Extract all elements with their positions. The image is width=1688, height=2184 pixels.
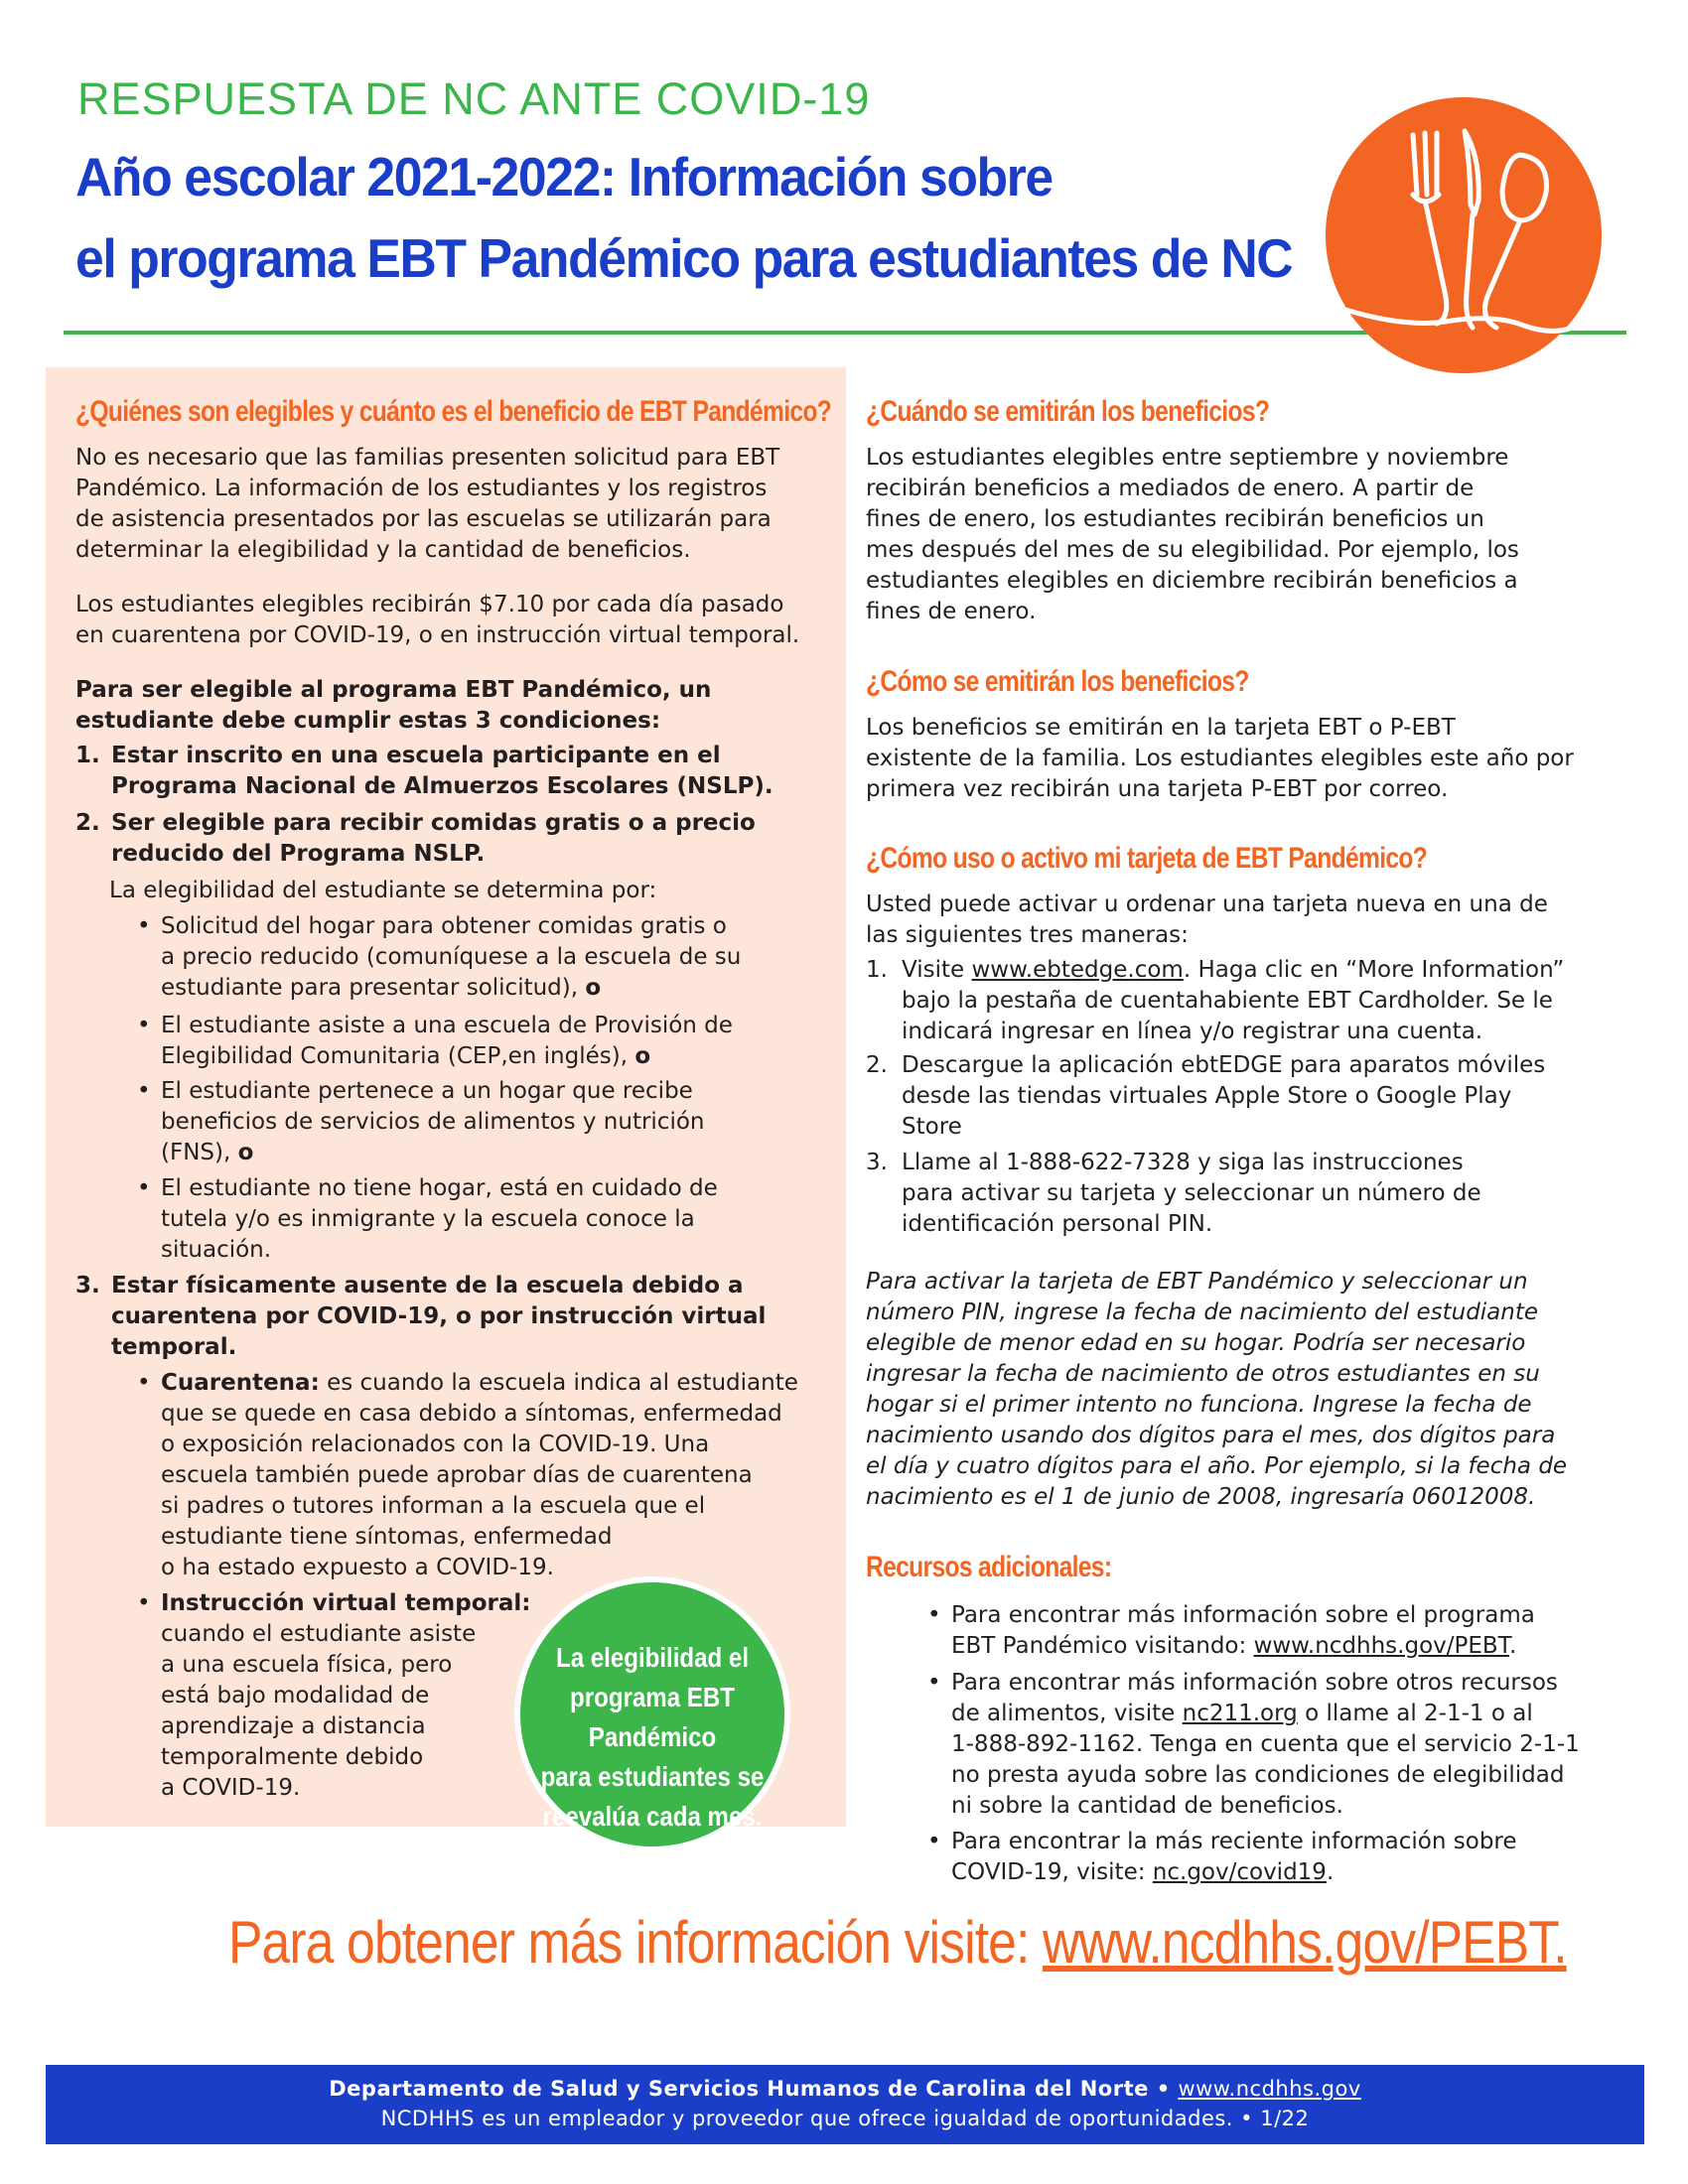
virtual-label: Instrucción virtual temporal: <box>161 1590 531 1616</box>
pin-line: el día y cuatro dígitos para el año. Por ejemplo, si la fecha de <box>866 1453 1568 1479</box>
badge-line: para estudiantes se <box>540 1761 765 1792</box>
when-line: fines de enero, los estudiantes recibirán beneficios un <box>866 506 1484 532</box>
virtual-line: a COVID-19. <box>161 1775 301 1801</box>
step-3 <box>866 1148 1640 1240</box>
condition-line: Estar inscrito en una escuela participante en el <box>111 743 721 768</box>
resource-line: ni sobre la cantidad de beneficios. <box>951 1793 1343 1819</box>
use-heading: ¿Cómo uso o activo mi tarjeta de EBT Pandémico? <box>866 842 1428 875</box>
bullet-icon: • <box>137 1175 151 1201</box>
quarantine-line: escuela también puede aprobar días de cuarentena <box>161 1462 753 1488</box>
condition-line: Ser elegible para recibir comidas gratis o a precio <box>111 810 756 836</box>
bullet-line: El estudiante no tiene hogar, está en cuidado de <box>161 1175 718 1201</box>
when-line: estudiantes elegibles en diciembre recibirán beneficios a <box>866 568 1518 594</box>
how-heading: ¿Cómo se emitirán los beneficios? <box>866 665 1249 698</box>
when-line: mes después del mes de su elegibilidad. Por ejemplo, los <box>866 537 1519 563</box>
or-word: o <box>237 1140 254 1165</box>
how-line: existente de la familia. Los estudiantes elegibles este año por <box>866 746 1574 771</box>
pin-line: nacimiento usando dos dígitos para el mes, dos dígitos para <box>866 1423 1556 1448</box>
condition-line: temporal. <box>111 1334 237 1360</box>
intro-line: determinar la elegibilidad y la cantidad de beneficios. <box>75 537 691 563</box>
how-paragraph <box>866 713 1574 805</box>
intro-paragraph <box>75 443 830 566</box>
resource-3 <box>927 1827 1642 1888</box>
condition-line: cuarentena por COVID-19, o por instrucción virtual <box>111 1303 767 1329</box>
bullet-icon: • <box>927 1670 941 1696</box>
bullet-icon: • <box>137 1078 151 1104</box>
or-word: o <box>585 975 602 1001</box>
page-title-line-1: Año escolar 2021-2022: Información sobre <box>75 146 1053 207</box>
virtual-line: aprendizaje a distancia <box>161 1713 426 1739</box>
step-number: 1. <box>866 957 888 983</box>
use-intro-line: Usted puede activar u ordenar una tarjeta nueva en una de <box>866 891 1548 917</box>
footer-separator: • <box>1240 2107 1254 2130</box>
monthly-reevaluation-badge <box>514 1576 790 1852</box>
bullet-line: tutela y/o es inmigrante y la escuela conoce la <box>161 1206 695 1232</box>
bullet-icon: • <box>137 1590 151 1616</box>
intro-line: No es necesario que las familias presenten solicitud para EBT <box>75 445 780 471</box>
step-2 <box>866 1050 1640 1143</box>
conditions-intro <box>75 675 711 737</box>
bullet-line: Solicitud del hogar para obtener comidas gratis o <box>161 913 727 939</box>
step-line: indicará ingresar en línea y/o registrar una cuenta. <box>902 1019 1483 1044</box>
pin-line: elegible de menor edad en su hogar. Podría ser necesario <box>866 1330 1526 1356</box>
resource-post: . <box>1509 1633 1517 1659</box>
resource-pre: de alimentos, visite <box>951 1701 1183 1726</box>
virtual-line: temporalmente debido <box>161 1744 424 1770</box>
virtual-line: a una escuela física, pero <box>161 1652 453 1678</box>
step-1 <box>866 955 1640 1047</box>
step-1-pre: Visite <box>902 957 972 983</box>
footer-dept: Departamento de Salud y Servicios Humanos de Carolina del Norte <box>329 2077 1149 2101</box>
bullet-line: beneficios de servicios de alimentos y nutrición <box>161 1109 705 1135</box>
cond2-bullet-2 <box>137 1011 832 1072</box>
condition-2-subtitle: La elegibilidad del estudiante se determina por: <box>109 878 657 903</box>
bullet-icon: • <box>137 1370 151 1396</box>
footer-cta-text: Para obtener más información visite: <box>228 1909 1043 1976</box>
resource-2 <box>927 1668 1642 1822</box>
resource-line: 1-888-892-1162. Tenga en cuenta que el servicio 2-1-1 <box>951 1731 1580 1757</box>
use-intro-line: las siguientes tres maneras: <box>866 922 1189 948</box>
pin-line: número PIN, ingrese la fecha de nacimiento del estudiante <box>866 1299 1539 1325</box>
bullet-line: Elegibilidad Comunitaria (CEP,en inglés), <box>161 1043 635 1069</box>
fork-knife-spoon-icon <box>1326 97 1602 373</box>
benefit-line: Los estudiantes elegibles recibirán $7.10 por cada día pasado <box>75 592 784 617</box>
step-line: identificación personal PIN. <box>902 1211 1213 1237</box>
resources-heading: Recursos adicionales: <box>866 1551 1112 1583</box>
pin-paragraph <box>866 1267 1567 1513</box>
when-paragraph <box>866 443 1519 627</box>
condition-3 <box>75 1271 830 1363</box>
bullet-icon: • <box>137 913 151 939</box>
conditions-intro-line: estudiante debe cumplir estas 3 condiciones: <box>75 708 661 734</box>
badge-line: La elegibilidad el <box>555 1642 750 1673</box>
quarantine-label: Cuarentena: <box>161 1370 320 1396</box>
footer-separator: • <box>1156 2077 1171 2101</box>
condition-number: 1. <box>75 743 100 768</box>
bullet-line: a precio reducido (comuníquese a la escuela de su <box>161 944 742 970</box>
pin-line: Para activar la tarjeta de EBT Pandémico y seleccionar un <box>866 1269 1528 1295</box>
footer-equal: NCDHHS es un empleador y proveedor que ofrece igualdad de oportunidades. <box>380 2107 1233 2130</box>
pin-line: ingresar la fecha de nacimiento de otros estudiantes en su <box>866 1361 1540 1387</box>
condition-2 <box>75 808 830 870</box>
when-line: Los estudiantes elegibles entre septiembre y noviembre <box>866 445 1509 471</box>
step-line: para activar su tarjeta y seleccionar un número de <box>902 1180 1481 1206</box>
virtual-line: cuando el estudiante asiste <box>161 1621 477 1647</box>
bullet-line: estudiante para presentar solicitud), <box>161 975 586 1001</box>
resource-post: . <box>1326 1859 1335 1885</box>
quarantine-line: o ha estado expuesto a COVID-19. <box>161 1555 554 1580</box>
cond2-bullet-1 <box>137 911 832 1004</box>
resource-pre: EBT Pandémico visitando: <box>951 1633 1254 1659</box>
benefit-line: en cuarentena por COVID-19, o en instrucción virtual temporal. <box>75 622 800 648</box>
step-number: 2. <box>866 1052 888 1078</box>
intro-line: Pandémico. La información de los estudiantes y los registros <box>75 476 768 501</box>
page-title-line-2: el programa EBT Pandémico para estudiantes de NC <box>75 227 1293 289</box>
badge-line: reevalúa cada mes. <box>542 1801 763 1832</box>
cond2-bullet-4 <box>137 1173 832 1266</box>
nc211-link[interactable]: nc211.org <box>1182 1701 1298 1726</box>
use-intro <box>866 889 1548 951</box>
condition-line: Programa Nacional de Almuerzos Escolares (NSLP). <box>111 773 774 799</box>
quarantine-first-line: es cuando la escuela indica al estudiante <box>319 1370 798 1396</box>
footer-dept-line <box>46 2077 1644 2101</box>
bullet-icon: • <box>927 1829 941 1854</box>
quarantine-bullet <box>137 1368 842 1583</box>
quarantine-line: que se quede en casa debido a síntomas, enfermedad <box>161 1401 782 1427</box>
or-word: o <box>634 1043 651 1069</box>
condition-line: reducido del Programa NSLP. <box>111 841 486 867</box>
condition-1 <box>75 741 830 802</box>
resource-post: o llame al 2-1-1 o al <box>1297 1701 1533 1726</box>
virtual-bullet <box>137 1588 534 1804</box>
intro-line: de asistencia presentados por las escuelas se utilizarán para <box>75 506 772 532</box>
ebtedge-link[interactable]: www.ebtedge.com <box>971 957 1184 983</box>
quarantine-line: o exposición relacionados con la COVID-19. Una <box>161 1432 710 1457</box>
how-line: primera vez recibirán una tarjeta P-EBT por correo. <box>866 776 1449 802</box>
footer-date: 1/22 <box>1260 2107 1310 2130</box>
bullet-line: situación. <box>161 1237 272 1263</box>
resource-line: Para encontrar más información sobre otros recursos <box>951 1670 1558 1696</box>
resource-pre: COVID-19, visite: <box>951 1859 1153 1885</box>
condition-line: Estar físicamente ausente de la escuela debido a <box>111 1273 744 1298</box>
quarantine-line: estudiante tiene síntomas, enfermedad <box>161 1524 613 1550</box>
step-line: Descargue la aplicación ebtEDGE para aparatos móviles <box>902 1052 1546 1078</box>
resource-line: Para encontrar la más reciente información sobre <box>951 1829 1517 1854</box>
step-line: desde las tiendas virtuales Apple Store o Google Play <box>902 1083 1512 1109</box>
when-heading: ¿Cuándo se emitirán los beneficios? <box>866 395 1270 428</box>
bullet-icon: • <box>137 1013 151 1038</box>
when-line: recibirán beneficios a mediados de enero. A partir de <box>866 476 1475 501</box>
bullet-line: (FNS), <box>161 1140 238 1165</box>
resource-line: Para encontrar más información sobre el programa <box>951 1602 1535 1628</box>
step-number: 3. <box>866 1150 888 1175</box>
footer-dept-link[interactable]: www.ncdhhs.gov <box>1178 2077 1361 2101</box>
resource-1 <box>927 1600 1642 1662</box>
step-line: Llame al 1-888-622-7328 y siga las instrucciones <box>902 1150 1464 1175</box>
footer-bar <box>46 2065 1644 2144</box>
quarantine-line: si padres o tutores informan a la escuela que el <box>161 1493 706 1519</box>
condition-number: 2. <box>75 810 100 836</box>
pin-line: hogar si el primer intento no funciona. Ingrese la fecha de <box>866 1392 1532 1418</box>
footer-cta-link[interactable]: www.ncdhhs.gov/PEBT. <box>1042 1909 1567 1976</box>
badge-line: programa EBT Pandémico <box>570 1682 735 1752</box>
conditions-intro-line: Para ser elegible al programa EBT Pandémico, un <box>75 677 712 703</box>
bullet-icon: • <box>927 1602 941 1628</box>
condition-number: 3. <box>75 1273 100 1298</box>
step-1-post: . Haga clic en “More Information” <box>1183 957 1565 983</box>
footer-equal-line <box>46 2107 1644 2130</box>
pebt-link[interactable]: www.ncdhhs.gov/PEBT <box>1253 1633 1509 1659</box>
step-line: Store <box>902 1114 962 1140</box>
benefit-paragraph <box>75 590 799 651</box>
virtual-line: está bajo modalidad de <box>161 1683 430 1708</box>
cond2-bullet-3 <box>137 1076 832 1168</box>
covid19-link[interactable]: nc.gov/covid19 <box>1152 1859 1327 1885</box>
footer-cta <box>228 1908 1567 1977</box>
bullet-line: El estudiante pertenece a un hogar que recibe <box>161 1078 693 1104</box>
when-line: fines de enero. <box>866 599 1037 624</box>
eligibility-heading: ¿Quiénes son elegibles y cuánto es el beneficio de EBT Pandémico? <box>75 395 832 428</box>
step-line: bajo la pestaña de cuentahabiente EBT Cardholder. Se le <box>902 988 1553 1014</box>
bullet-line: El estudiante asiste a una escuela de Provisión de <box>161 1013 733 1038</box>
resource-line: no presta ayuda sobre las condiciones de elegibilidad <box>951 1762 1565 1788</box>
kicker: RESPUESTA DE NC ANTE COVID-19 <box>77 73 871 124</box>
pin-line: nacimiento es el 1 de junio de 2008, ingresaría 06012008. <box>866 1484 1536 1510</box>
how-line: Los beneficios se emitirán en la tarjeta EBT o P-EBT <box>866 715 1456 741</box>
